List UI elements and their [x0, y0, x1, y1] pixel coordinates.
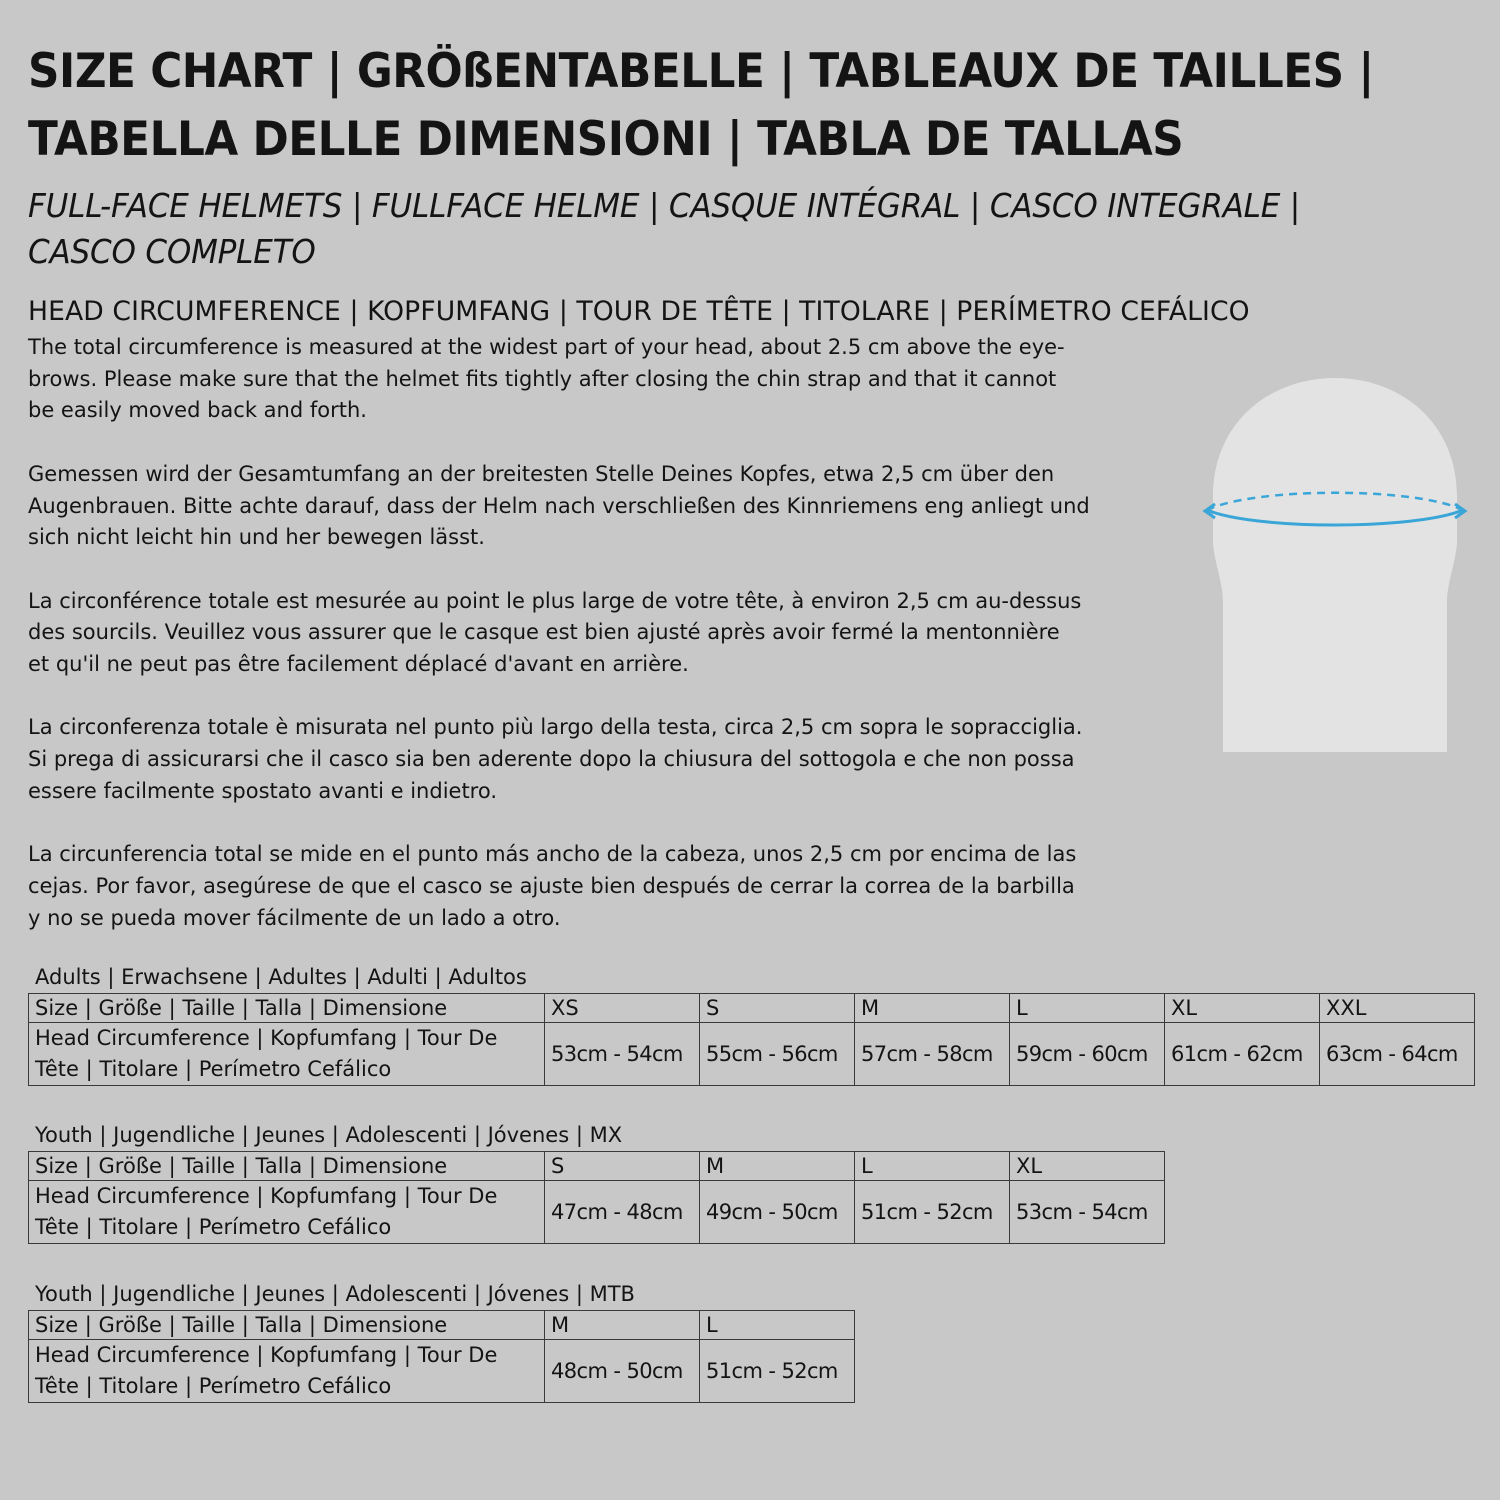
youth-mtb-size-table — [28, 1310, 855, 1403]
table-row — [29, 1340, 855, 1403]
circumference-cell: 63cm - 64cm — [1320, 1023, 1475, 1086]
head-silhouette — [1213, 378, 1457, 752]
size-cell: M — [545, 1311, 700, 1340]
circumference-cell: 57cm - 58cm — [855, 1023, 1010, 1086]
table-row — [29, 1181, 1165, 1244]
measurement-instructions — [28, 332, 1178, 966]
circumference-cell: 51cm - 52cm — [700, 1340, 855, 1403]
circumference-cell: 55cm - 56cm — [700, 1023, 855, 1086]
size-cell: XL — [1010, 1152, 1165, 1181]
youth-mx-size-table — [28, 1151, 1165, 1244]
section-heading: HEAD CIRCUMFERENCE | KOPFUMFANG | TOUR DE TÊTE | TITOLARE | PERÍMETRO CEFÁLICO — [28, 296, 1250, 327]
instruction-de: Gemessen wird der Gesamtumfang an der breitesten Stelle Deines Kopfes, etwa 2,5 cm über den Augenbrauen. Bitte achte darauf, dass der Helm nach verschließen des Kinnriemens eng anliegt und sich nicht leicht hin und her bewegen lässt. — [28, 461, 1090, 550]
table-caption: Adults | Erwachsene | Adultes | Adulti | Adultos — [35, 965, 527, 989]
subtitle-line-2: CASCO COMPLETO — [28, 232, 316, 271]
size-cell: M — [855, 994, 1010, 1023]
instruction-en: The total circumference is measured at the widest part of your head, about 2.5 cm above the eye- brows. Please make sure that the helmet fits tightly after closing the chin strap and that it cannot be easily moved back and forth. — [28, 335, 1065, 423]
adults-size-table-block — [28, 964, 1475, 1086]
instruction-es: La circunferencia total se mide en el punto más ancho de la cabeza, unos 2,5 cm por encima de las cejas. Por favor, asegúrese de que el casco se ajuste bien después de cerrar la correa de la barbilla y no se pueda mover fácilmente de un lado a otro. — [28, 842, 1077, 930]
title-line-2: TABELLA DELLE DIMENSIONI | TABLA DE TALLAS — [28, 112, 1184, 167]
circumference-label-cell: Head Circumference | Kopfumfang | Tour De Tête | Titolare | Perímetro Cefálico — [29, 1181, 545, 1244]
circumference-label-cell: Head Circumference | Kopfumfang | Tour De Tête | Titolare | Perímetro Cefálico — [29, 1023, 545, 1086]
circumference-cell: 49cm - 50cm — [700, 1181, 855, 1244]
circumference-label-cell: Head Circumference | Kopfumfang | Tour De Tête | Titolare | Perímetro Cefálico — [29, 1340, 545, 1403]
size-label-cell: Size | Größe | Taille | Talla | Dimensione — [29, 1311, 545, 1340]
circumference-cell: 61cm - 62cm — [1165, 1023, 1320, 1086]
circumference-cell: 53cm - 54cm — [1010, 1181, 1165, 1244]
size-label-cell: Size | Größe | Taille | Talla | Dimensione — [29, 1152, 545, 1181]
table-row — [29, 1023, 1475, 1086]
page-title — [28, 38, 1377, 174]
size-cell: XL — [1165, 994, 1320, 1023]
size-cell: S — [545, 1152, 700, 1181]
table-row — [29, 1311, 855, 1340]
instruction-it: La circonferenza totale è misurata nel punto più largo della testa, circa 2,5 cm sopra le sopracciglia. Si prega di assicurarsi che il casco sia ben aderente dopo la chiusura del sottogola e che non possa essere facilmente spostato avanti e indietro. — [28, 715, 1083, 803]
size-cell: S — [700, 994, 855, 1023]
size-cell: XXL — [1320, 994, 1475, 1023]
size-cell: M — [700, 1152, 855, 1181]
circumference-cell: 59cm - 60cm — [1010, 1023, 1165, 1086]
youth-mx-size-table-block — [28, 1122, 1165, 1244]
size-label-cell: Size | Größe | Taille | Talla | Dimensione — [29, 994, 545, 1023]
adults-size-table — [28, 993, 1475, 1086]
table-row — [29, 994, 1475, 1023]
circumference-cell: 48cm - 50cm — [545, 1340, 700, 1403]
circumference-cell: 53cm - 54cm — [545, 1023, 700, 1086]
head-measurement-icon — [1195, 372, 1475, 762]
subtitle-line-1: FULL-FACE HELMETS | FULLFACE HELME | CASQUE INTÉGRAL | CASCO INTEGRALE | — [28, 186, 1301, 225]
youth-mtb-size-table-block — [28, 1281, 855, 1403]
instruction-fr: La circonférence totale est mesurée au point le plus large de votre tête, à environ 2,5 cm au-dessus des sourcils. Veuillez vous assurer que le casque est bien ajusté après avoir fermé la mentonnière et qu'il ne peut pas être facilement déplacé d'avant en arrière. — [28, 588, 1082, 676]
size-cell: XS — [545, 994, 700, 1023]
table-caption: Youth | Jugendliche | Jeunes | Adolescenti | Jóvenes | MTB — [35, 1282, 635, 1306]
table-caption: Youth | Jugendliche | Jeunes | Adolescenti | Jóvenes | MX — [35, 1123, 623, 1147]
title-line-1: SIZE CHART | GRÖßENTABELLE | TABLEAUX DE TAILLES | — [28, 44, 1374, 99]
size-cell: L — [1010, 994, 1165, 1023]
page-subtitle — [28, 183, 1391, 275]
table-row — [29, 1152, 1165, 1181]
circumference-cell: 47cm - 48cm — [545, 1181, 700, 1244]
size-cell: L — [855, 1152, 1010, 1181]
size-cell: L — [700, 1311, 855, 1340]
circumference-cell: 51cm - 52cm — [855, 1181, 1010, 1244]
